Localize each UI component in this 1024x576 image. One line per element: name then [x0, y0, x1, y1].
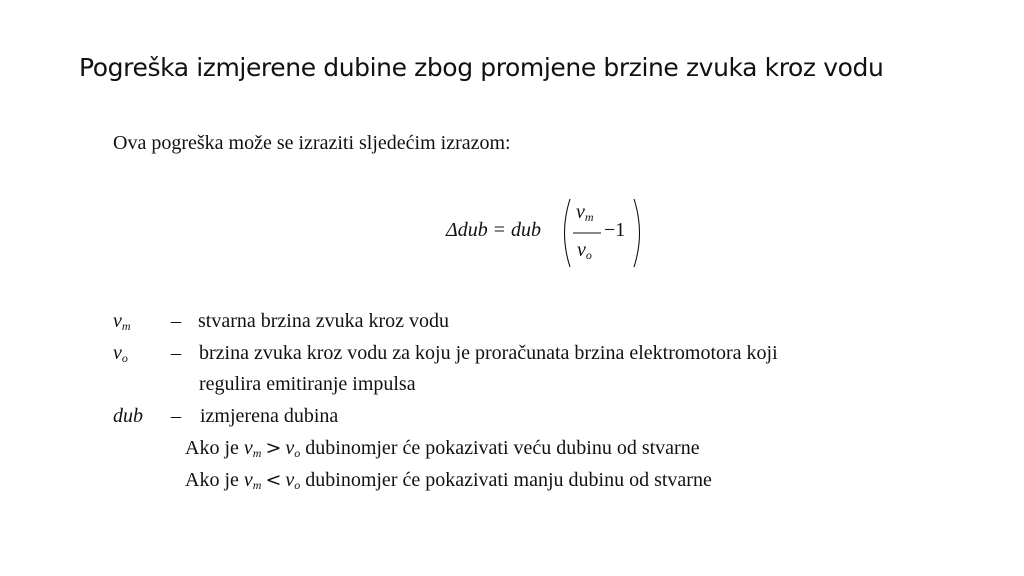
definition-row [113, 310, 131, 334]
formula-equals: = [493, 219, 506, 241]
formula-delta-dub: Δdub [446, 219, 488, 241]
definition-symbol: $v_m$ [113, 310, 131, 333]
definition-symbol: $v_o$ [113, 342, 128, 365]
definition-row [113, 405, 143, 428]
formula-denominator: $v_o$ [577, 239, 592, 262]
definition-text: izmjerena dubina [200, 405, 339, 427]
formula-dub: dub [511, 219, 542, 241]
intro-text: Ova pogreška može se izraziti sljedećim izrazom: [113, 132, 511, 154]
definition-dash: – [171, 310, 181, 332]
slide-title: Pogreška izmjerene dubine zbog promjene brzine zvuka kroz vodu [79, 53, 884, 82]
condition-less: Ako je $v_m < v_o$ dubinomjer će pokazivati manju dubinu od stvarne [185, 469, 712, 492]
definition-dash: – [171, 405, 181, 427]
formula-minus-one: −1 [604, 219, 626, 241]
definition-dash: – [171, 342, 181, 364]
formula [446, 197, 656, 269]
formula-numerator: $v_m$ [576, 201, 594, 224]
definition-text: stvarna brzina zvuka kroz vodu [198, 310, 450, 332]
definition-symbol: dub [113, 405, 143, 427]
condition-greater: Ako je $v_m > v_o$ dubinomjer će pokazivati veću dubinu od stvarne [185, 437, 700, 460]
definition-text-continued: regulira emitiranje impulsa [199, 373, 416, 395]
definition-text: brzina zvuka kroz vodu za koju je proračunata brzina elektromotora koji [199, 342, 778, 364]
definition-row [113, 342, 128, 366]
